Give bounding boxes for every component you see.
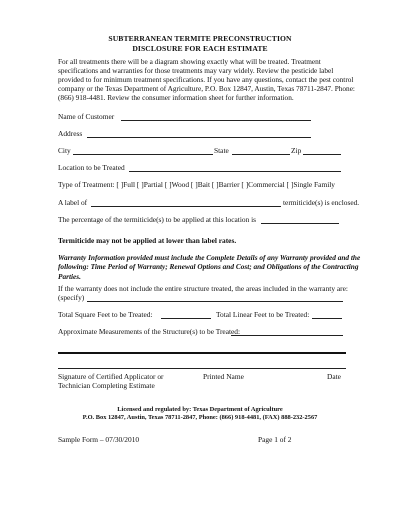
linear-feet-field[interactable] bbox=[312, 318, 342, 319]
printed-name-label: Printed Name bbox=[203, 372, 244, 381]
signature-label-line-1: Signature of Certified Applicator or bbox=[58, 372, 164, 381]
zip-label: Zip bbox=[291, 146, 302, 155]
address-label: Address bbox=[58, 129, 83, 138]
document-title-line-1: SUBTERRANEAN TERMITE PRECONSTRUCTION bbox=[108, 34, 292, 43]
percentage-label: The percentage of the termiticide(s) to be applied at this location is bbox=[58, 215, 257, 224]
percentage-field[interactable] bbox=[261, 223, 339, 224]
square-feet-field[interactable] bbox=[161, 318, 211, 319]
location-label: Location to be Treated bbox=[58, 163, 125, 172]
customer-name-field[interactable] bbox=[121, 120, 311, 121]
low-rate-warning: Termiticide may not be applied at lower than label rates. bbox=[58, 236, 237, 245]
footer-contact-line: P.O. Box 12847, Austin, Texas 78711-2847, Phone: (866) 918-4481, (FAX) 888-232-2567 bbox=[82, 414, 318, 421]
location-field[interactable] bbox=[129, 171, 341, 172]
measurements-label: Approximate Measurements of the Structure(s) to be Treated: bbox=[58, 327, 241, 336]
warranty-notice: Warranty Information provided must include the Complete Details of any Warranty provided and the following: Time Period of Warranty; Renewal Options and Cost; and Obligations of the Contracting Parties. bbox=[58, 253, 361, 281]
label-enclosed-text: termiticide(s) is enclosed. bbox=[283, 198, 360, 207]
partial-area-text: If the warranty does not include the entire structure treated, the areas included in the warranty are: bbox=[58, 284, 348, 293]
termiticide-name-field[interactable] bbox=[91, 206, 281, 207]
state-field[interactable] bbox=[232, 154, 290, 155]
label-of-label: A label of bbox=[58, 198, 88, 207]
page-number: Page 1 of 2 bbox=[258, 435, 292, 444]
city-field[interactable] bbox=[73, 154, 213, 155]
city-label: City bbox=[58, 146, 71, 155]
linear-feet-label: Total Linear Feet to be Treated: bbox=[216, 310, 310, 319]
intro-paragraph: For all treatments there will be a diagram showing exactly what will be treated. Treatment specifications and warranties for those treatments may vary widely. Review the pesticide label provided to for minimum treatment specifications. If you have any questions, contact the pest control company or the Texas Department of Agriculture, P.O. Box 12847, Austin, Texas 78711-2847. Phone: (866) 918-4481. Review the consumer information sheet for further information. bbox=[58, 57, 355, 103]
document-title-line-2: DISCLOSURE FOR EACH ESTIMATE bbox=[132, 44, 268, 53]
square-feet-label: Total Square Feet to be Treated: bbox=[58, 310, 153, 319]
customer-name-label: Name of Customer bbox=[58, 112, 115, 121]
signature-field[interactable] bbox=[58, 368, 346, 369]
state-label: State bbox=[214, 146, 229, 155]
measurements-field[interactable] bbox=[231, 335, 343, 336]
specify-label: (specify) bbox=[58, 293, 85, 302]
treatment-type-options[interactable]: Type of Treatment: [ ]Full [ ]Partial [ ]Wood [ ]Bait [ ]Barrier [ ]Commercial [ ]Single Family bbox=[58, 180, 335, 189]
specify-field[interactable] bbox=[87, 301, 343, 302]
footer-regulator-line: Licensed and regulated by: Texas Department of Agriculture bbox=[117, 406, 283, 413]
date-label: Date bbox=[327, 372, 341, 381]
divider-line bbox=[58, 352, 346, 354]
signature-label-line-2: Technician Completing Estimate bbox=[58, 381, 155, 390]
zip-field[interactable] bbox=[303, 154, 341, 155]
sample-form-date: Sample Form – 07/30/2010 bbox=[58, 435, 140, 444]
address-field[interactable] bbox=[87, 137, 311, 138]
